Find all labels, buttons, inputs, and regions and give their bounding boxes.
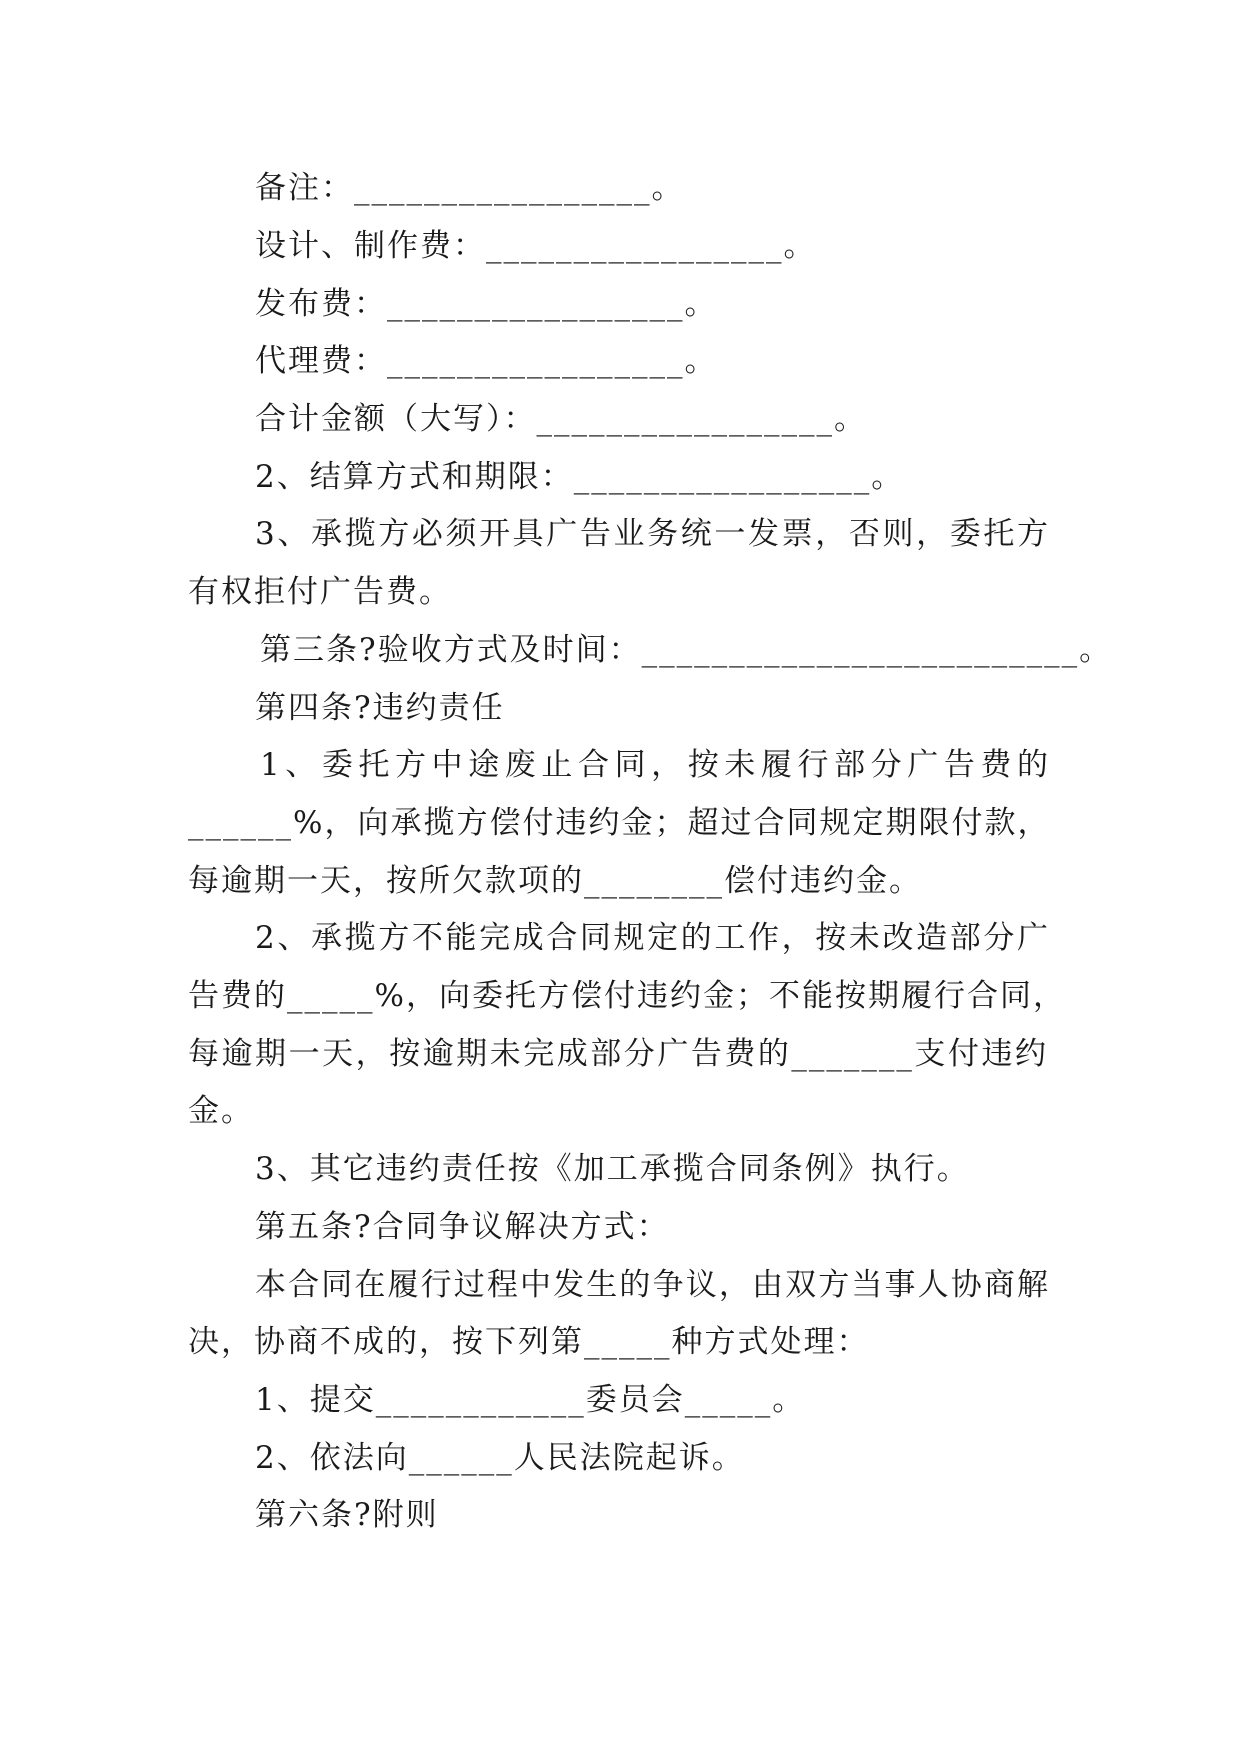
breach-clause-1-line-2: ______%，向承揽方偿付违约金；超过合同规定期限付款， — [188, 805, 1051, 841]
breach-clause-2-line-2: 告费的_____%，向委托方偿付违约金；不能按期履行合同， — [188, 978, 1066, 1014]
settlement-line: 2、结算方式和期限：_________________。 — [255, 459, 905, 495]
design-fee-line: 设计、制作费：_________________。 — [255, 228, 817, 264]
remarks-line: 备注：_________________。 — [255, 170, 685, 206]
breach-clause-1-line-1: 1、委托方中途废止合同，按未履行部分广告费的 — [260, 747, 1050, 783]
invoice-clause-line-2: 有权拒付广告费。 — [188, 574, 452, 610]
breach-clause-2-line-4: 金。 — [188, 1093, 254, 1129]
invoice-clause-line-1: 3、承揽方必须开具广告业务统一发票，否则，委托方 — [255, 516, 1050, 552]
dispute-option-2-line: 2、依法向______人民法院起诉。 — [255, 1440, 745, 1476]
article-four-heading: 第四条?违约责任 — [255, 690, 505, 726]
dispute-clause-line-2: 决，协商不成的，按下列第_____种方式处理： — [188, 1324, 870, 1360]
article-six-heading: 第六条?附则 — [255, 1497, 439, 1533]
dispute-clause-line-1: 本合同在履行过程中发生的争议，由双方当事人协商解 — [255, 1267, 1050, 1303]
total-amount-line: 合计金额（大写）：_________________。 — [255, 401, 867, 437]
breach-clause-2-line-1: 2、承揽方不能完成合同规定的工作，按未改造部分广 — [255, 920, 1050, 956]
agency-fee-line: 代理费：_________________。 — [255, 343, 718, 379]
breach-clause-1-line-3: 每逾期一天，按所欠款项的________偿付违约金。 — [188, 863, 922, 899]
article-three-line: 第三条?验收方式及时间：_________________________。 — [260, 632, 1113, 668]
article-five-heading: 第五条?合同争议解决方式： — [255, 1209, 670, 1245]
breach-clause-2-line-3: 每逾期一天，按逾期未完成部分广告费的_______支付违约 — [188, 1036, 1048, 1072]
dispute-option-1-line: 1、提交____________委员会_____。 — [255, 1382, 806, 1418]
publish-fee-line: 发布费：_________________。 — [255, 286, 718, 322]
breach-clause-3-line: 3、其它违约责任按《加工承揽合同条例》执行。 — [255, 1151, 970, 1187]
